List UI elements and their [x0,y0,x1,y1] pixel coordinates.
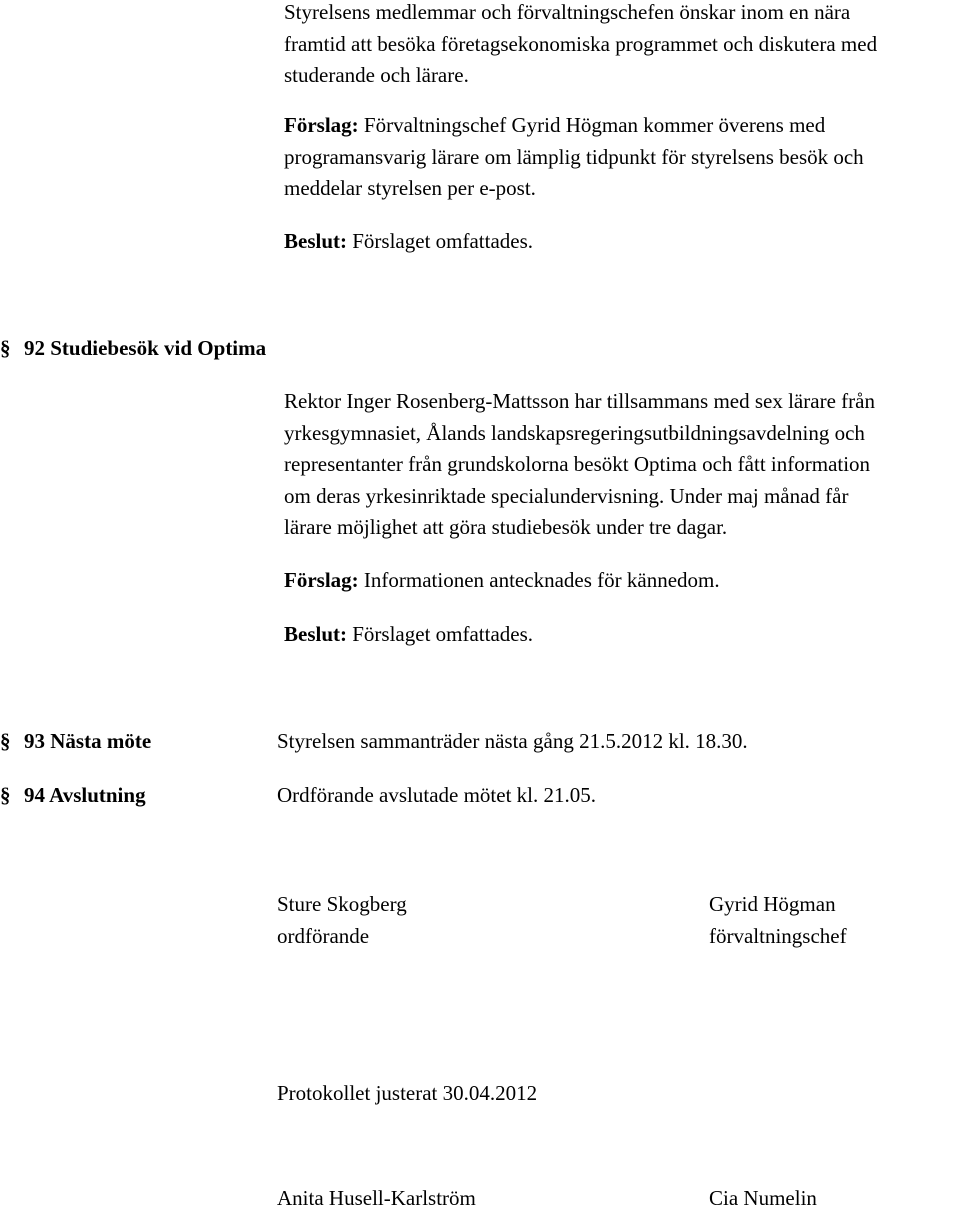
signatory-role: ordförande [277,924,370,948]
section-92-heading [0,336,266,361]
body-line: lärare möjlighet att göra studiebesök under tre dagar. [284,515,728,539]
signatory-name: Gyrid Högman [709,892,836,916]
proposal-line: programansvarig lärare om lämplig tidpunkt för styrelsens besök och [284,144,864,169]
intro-line: studerande och lärare. [284,63,469,87]
body-line: representanter från grundskolorna besökt Optima och fått information [284,452,871,476]
decision-paragraph [284,226,533,258]
body-line: Rektor Inger Rosenberg-Mattsson har tillsammans med sex lärare från [284,389,875,413]
section-93-heading [0,729,151,754]
decision-text: Förslaget omfattades. [347,622,534,646]
proposal-label: Förslag: [284,113,359,137]
section-92-proposal [284,565,720,597]
section-94-heading [0,783,146,808]
proposal-line: meddelar styrelsen per e-post. [284,176,536,200]
decision-text: Förslaget omfattades. [347,229,534,253]
body-line: yrkesgymnasiet, Ålands landskapsregeringsutbildningsavdelning och [284,420,865,445]
signature-left [277,888,407,952]
proposal-paragraph [284,110,864,205]
body-line: om deras yrkesinriktade specialundervisning. Under maj månad får [284,483,849,508]
verifier-left-name: Anita Husell-Karlström [277,1186,476,1210]
proposal-text: Informationen antecknades för kännedom. [358,568,720,592]
section-title: 94 Avslutning [24,783,146,807]
proposal-label: Förslag: [284,568,359,592]
section-92-body [284,386,875,544]
section-symbol: § [0,729,11,753]
section-94-text: Ordförande avslutade mötet kl. 21.05. [277,783,596,807]
section-title: 92 Studiebesök vid Optima [24,336,267,360]
proposal-text: Förvaltningschef Gyrid Högman kommer överens med [358,113,826,137]
signatory-name: Sture Skogberg [277,892,407,916]
section-92-decision [284,619,533,651]
section-symbol: § [0,783,11,807]
signature-right [709,888,847,952]
verification-text: Protokollet justerat 30.04.2012 [277,1081,538,1105]
section-title: 93 Nästa möte [24,729,152,753]
intro-line: framtid att besöka företagsekonomiska programmet och diskutera med [284,31,878,56]
section-symbol: § [0,336,11,360]
intro-line: Styrelsens medlemmar och förvaltningschefen önskar inom en nära [284,0,851,24]
decision-label: Beslut: [284,229,347,253]
verifier-right-name: Cia Numelin [709,1186,817,1210]
signatory-role: förvaltningschef [709,924,847,948]
section-93-text: Styrelsen sammanträder nästa gång 21.5.2012 kl. 18.30. [277,729,748,753]
intro-paragraph [284,0,877,92]
proposal-line [284,110,864,142]
decision-label: Beslut: [284,622,347,646]
